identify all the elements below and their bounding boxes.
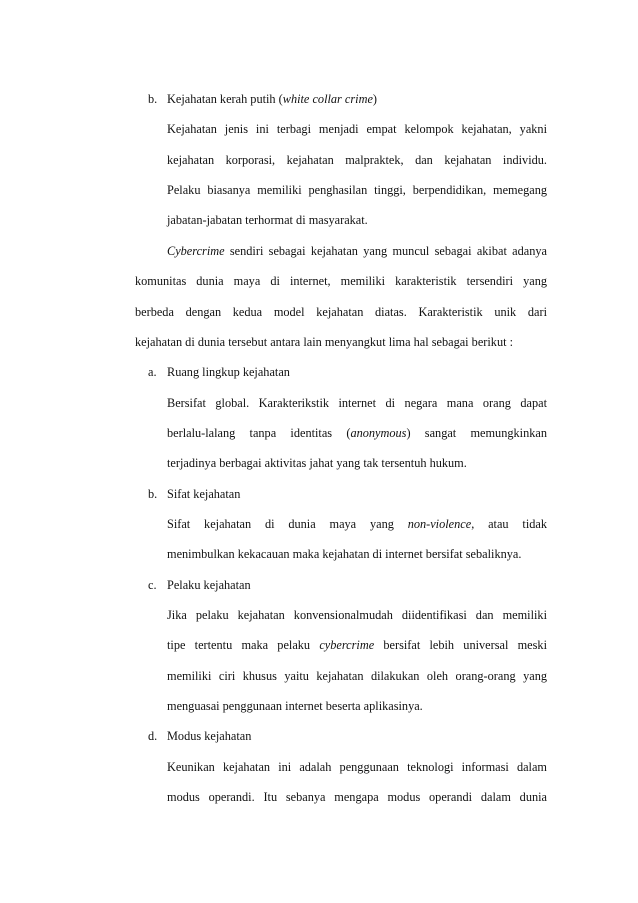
paragraph-line: modus operandi. Itu sebanya mengapa modus operandi dalam dunia	[167, 790, 547, 804]
text: tipe tertentu maka pelaku	[167, 638, 320, 652]
heading-tail: )	[372, 92, 378, 106]
paragraph-line	[167, 516, 547, 532]
item-heading-nature: Sifat kejahatan	[167, 487, 241, 501]
intro-line-1	[167, 243, 547, 259]
item-heading-perpetrator: Pelaku kejahatan	[167, 578, 251, 592]
heading-italic: white collar crime	[282, 92, 373, 106]
italic-term: cybercrime	[319, 638, 375, 652]
italic-term: anonymous	[350, 426, 407, 440]
list-marker-c: c.	[148, 578, 157, 592]
paragraph-line: Pelaku biasanya memiliki penghasilan tinggi, berpendidikan, memegang	[167, 183, 547, 197]
intro-line-4: kejahatan di dunia tersebut antara lain menyangkut lima hal sebagai berikut :	[135, 335, 513, 349]
paragraph-line: Bersifat global. Karakterikstik internet di negara mana orang dapat	[167, 396, 547, 410]
intro-line-3: berbeda dengan kedua model kejahatan diatas. Karakteristik unik dari	[135, 305, 547, 319]
list-marker-d: d.	[148, 729, 158, 743]
intro-line-2: komunitas dunia maya di internet, memiliki karakteristik tersendiri yang	[135, 274, 547, 288]
intro-italic: Cybercrime	[167, 244, 225, 258]
paragraph-line: jabatan-jabatan terhormat di masyarakat.	[167, 213, 368, 227]
list-marker-b2: b.	[148, 487, 158, 501]
paragraph-line: terjadinya berbagai aktivitas jahat yang tak tersentuh hukum.	[167, 456, 467, 470]
text: , atau tidak	[471, 517, 547, 531]
paragraph-line: memiliki ciri khusus yaitu kejahatan dilakukan oleh orang-orang yang	[167, 669, 547, 683]
paragraph-line: Kejahatan jenis ini terbagi menjadi empat kelompok kejahatan, yakni	[167, 122, 547, 136]
text: berlalu-lalang tanpa identitas (	[167, 426, 351, 440]
paragraph-line: menguasai penggunaan internet beserta aplikasinya.	[167, 699, 423, 713]
list-marker-b: b.	[148, 92, 158, 106]
text: Sifat kejahatan di dunia maya yang	[167, 517, 408, 531]
paragraph-line	[167, 425, 547, 441]
text: ) sangat memungkinkan	[406, 426, 547, 440]
italic-term: non-violence	[407, 517, 472, 531]
paragraph-line: Keunikan kejahatan ini adalah penggunaan teknologi informasi dalam	[167, 760, 547, 774]
paragraph-line	[167, 637, 547, 653]
list-marker-a: a.	[148, 365, 157, 379]
paragraph-line: Jika pelaku kejahatan konvensionalmudah diidentifikasi dan memiliki	[167, 608, 547, 622]
intro-text: sendiri sebagai kejahatan yang muncul sebagai akibat adanya	[224, 244, 547, 258]
paragraph-line: kejahatan korporasi, kejahatan malpraktek, dan kejahatan individu.	[167, 153, 547, 167]
item-heading-scope: Ruang lingkup kejahatan	[167, 365, 290, 379]
item-heading-modus: Modus kejahatan	[167, 729, 252, 743]
paragraph-line: menimbulkan kekacauan maka kejahatan di internet bersifat sebaliknya.	[167, 547, 522, 561]
section-heading-white-collar	[167, 91, 377, 107]
heading-text: Kejahatan kerah putih (	[167, 92, 283, 106]
text: bersifat lebih universal meski	[374, 638, 547, 652]
